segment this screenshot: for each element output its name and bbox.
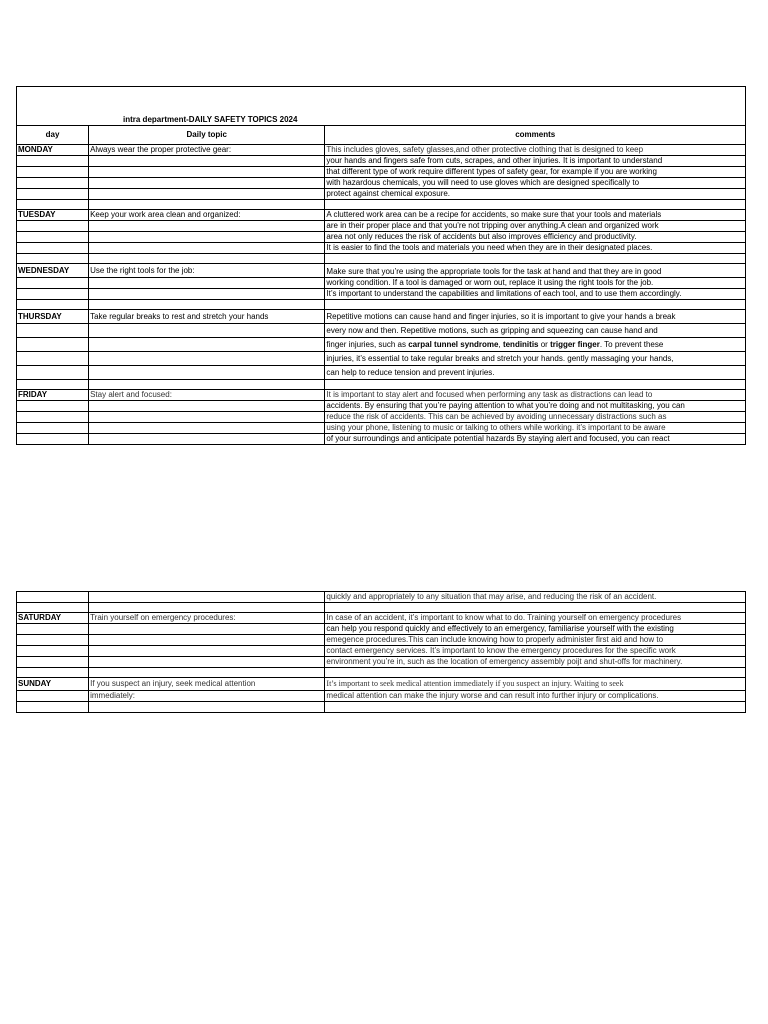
table-row <box>17 390 746 401</box>
term-trigger-finger: trigger finger <box>550 339 600 349</box>
table-row <box>17 264 746 278</box>
day-monday: MONDAY <box>17 145 89 156</box>
table-row <box>17 691 746 702</box>
comment-line: can help you respond quickly and effectively to an emergency, familiarise yourself with the existing <box>325 624 746 635</box>
table-row <box>17 167 746 178</box>
topic-tuesday: Keep your work area clean and organized: <box>89 210 325 221</box>
comment-line: emegence procedures.This can include knowing how to properly administer first aid and how to <box>325 635 746 646</box>
day-thursday: THURSDAY <box>17 310 89 324</box>
comment-line: can help to reduce tension and prevent injuries. <box>325 366 746 380</box>
comment-line: injuries, it’s essential to take regular breaks and stretch your hands. gently massaging your hands, <box>325 352 746 366</box>
safety-topics-table <box>16 86 746 445</box>
comment-line: that different type of work require different types of safety gear, for example if you are working <box>325 167 746 178</box>
table-row <box>17 178 746 189</box>
topic-wednesday: Use the right tools for the job: <box>89 264 325 278</box>
header-comments: comments <box>325 126 746 145</box>
table-row <box>17 624 746 635</box>
table-row <box>17 189 746 200</box>
comment-line: environment you’re in, such as the location of emergency assembly poijt and shut-offs for machinery. <box>325 657 746 668</box>
table-row <box>17 324 746 338</box>
comment-line: using your phone, listening to music or talking to others while working. it’s important to be aware <box>325 423 746 434</box>
table-row <box>17 289 746 300</box>
table-row <box>17 310 746 324</box>
comment-line: Repetitive motions can cause hand and finger injuries, so it is important to give your hands a break <box>325 310 746 324</box>
comment-line: This includes gloves, safety glasses,and other protective clothing that is designed to keep <box>325 145 746 156</box>
term-carpal-tunnel: carpal tunnel syndrome <box>408 339 499 349</box>
comment-line: It is easier to find the tools and materials you need when they are in their designated places. <box>325 243 746 254</box>
table-row <box>17 657 746 668</box>
comment-line: finger injuries, such as carpal tunnel syndrome, tendinitis or trigger finger. To prevent these <box>325 338 746 352</box>
comment-line: quickly and appropriately to any situation that may arise, and reducing the risk of an accident. <box>325 592 746 603</box>
comment-line: with hazardous chemicals, you will need to use gloves which are designed specifically to <box>325 178 746 189</box>
day-sunday: SUNDAY <box>17 678 89 691</box>
day-tuesday: TUESDAY <box>17 210 89 221</box>
table-row <box>17 221 746 232</box>
comment-line: every now and then. Repetitive motions, such as gripping and squeezing can cause hand and <box>325 324 746 338</box>
comment-line: contact emergency services. It’s important to know the emergency procedures for the specific work <box>325 646 746 657</box>
day-wednesday: WEDNESDAY <box>17 264 89 278</box>
table-row <box>17 646 746 657</box>
table-row <box>17 352 746 366</box>
day-saturday: SATURDAY <box>17 613 89 624</box>
header-daily-topic: Daily topic <box>89 126 325 145</box>
table-row <box>17 366 746 380</box>
table-row <box>17 592 746 603</box>
table-row <box>17 635 746 646</box>
sheet-title: intra department-DAILY SAFETY TOPICS 2024 <box>17 87 746 126</box>
table-row <box>17 423 746 434</box>
table-row <box>17 156 746 167</box>
comment-line: working condition. If a tool is damaged or worn out, replace it using the right tools for the job. <box>325 278 746 289</box>
comment-line: It is important to stay alert and focused when performing any task as distractions can lead to <box>325 390 746 401</box>
topic-thursday: Take regular breaks to rest and stretch your hands <box>89 310 325 324</box>
table-row <box>17 210 746 221</box>
table-row <box>17 412 746 423</box>
table-row <box>17 338 746 352</box>
topic-sunday-cont: immediately: <box>89 691 325 702</box>
topic-sunday: If you suspect an injury, seek medical attention <box>89 678 325 691</box>
comment-line: of your surroundings and anticipate potential hazards By staying alert and focused, you can react <box>325 434 746 445</box>
table-row <box>17 232 746 243</box>
comment-line: Make sure that you’re using the appropriate tools for the task at hand and that they are in good <box>325 264 746 278</box>
comment-line: It’s important to understand the capabilities and limitations of each tool, and to use them accordingly. <box>325 289 746 300</box>
topic-saturday: Train yourself on emergency procedures: <box>89 613 325 624</box>
comment-line: accidents. By ensuring that you’re paying attention to what you’re doing and not multitasking, you can <box>325 401 746 412</box>
header-day: day <box>17 126 89 145</box>
topic-monday: Always wear the proper protective gear: <box>89 145 325 156</box>
topic-friday: Stay alert and focused: <box>89 390 325 401</box>
table-row <box>17 278 746 289</box>
comment-line: area not only reduces the risk of accidents but also improves efficiency and productivity. <box>325 232 746 243</box>
table-row <box>17 434 746 445</box>
comment-line: It’s important to seek medical attention immediately if you suspect an injury. Waiting to seek <box>325 678 746 691</box>
day-friday: FRIDAY <box>17 390 89 401</box>
comment-line: medical attention can make the injury worse and can result into further injury or complications. <box>325 691 746 702</box>
table-row <box>17 401 746 412</box>
table-row <box>17 145 746 156</box>
comment-line: In case of an accident, it’s important to know what to do. Training yourself on emergency procedures <box>325 613 746 624</box>
table-row <box>17 243 746 254</box>
comment-line: protect against chemical exposure. <box>325 189 746 200</box>
comment-line: are in their proper place and that you’re not tripping over anything.A clean and organized work <box>325 221 746 232</box>
safety-topics-table-continued <box>16 591 746 713</box>
table-row <box>17 613 746 624</box>
comment-line: reduce the risk of accidents. This can be achieved by avoiding unnecessary distractions such as <box>325 412 746 423</box>
comment-line: your hands and fingers safe from cuts, scrapes, and other injuries. It is important to understand <box>325 156 746 167</box>
term-tendinitis: tendinitis <box>502 339 539 349</box>
table-row <box>17 678 746 691</box>
comment-line: A cluttered work area can be a recipe for accidents, so make sure that your tools and materials <box>325 210 746 221</box>
